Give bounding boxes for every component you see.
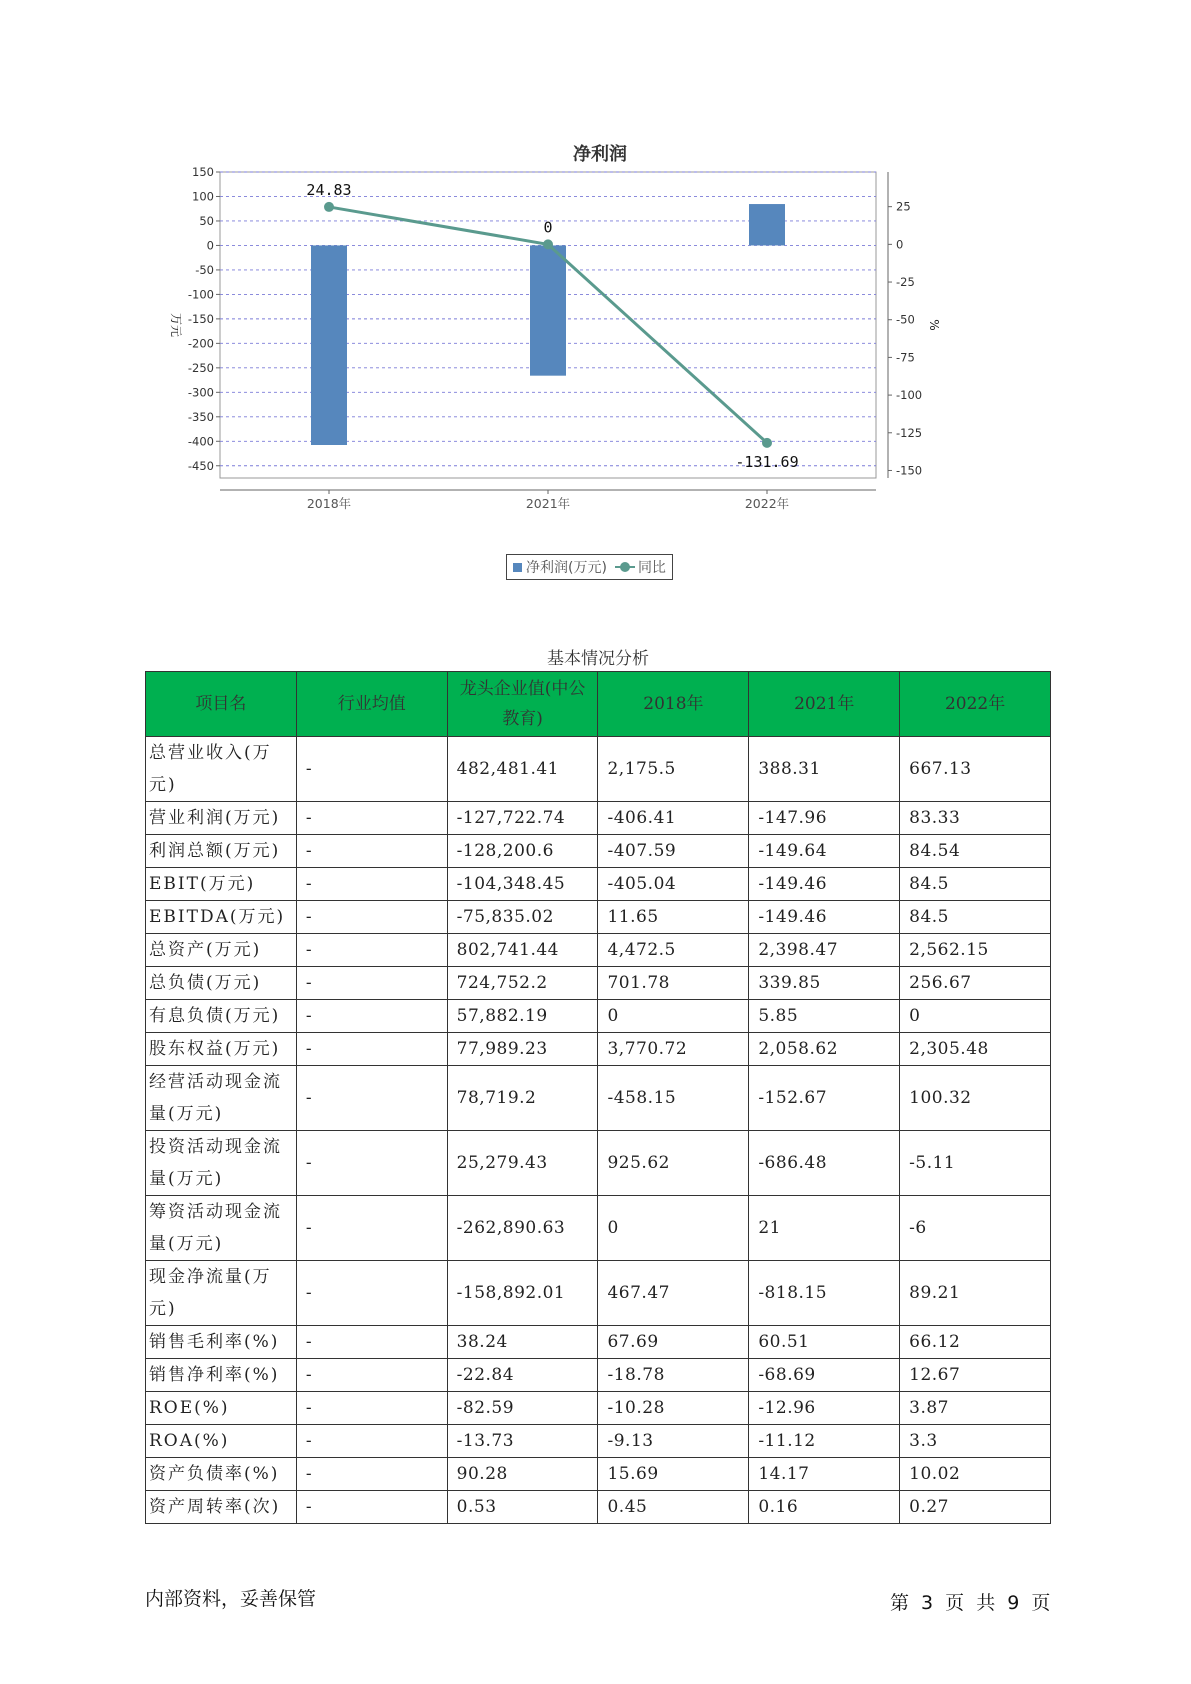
table-cell: - — [296, 1066, 447, 1131]
table-row — [146, 737, 1051, 802]
table-row — [146, 1196, 1051, 1261]
table-cell: 724,752.2 — [447, 967, 598, 1000]
table-cell: 3,770.72 — [598, 1033, 749, 1066]
table-cell: - — [296, 1392, 447, 1425]
table-cell: 78,719.2 — [447, 1066, 598, 1131]
table-row — [146, 1359, 1051, 1392]
table-cell: -127,722.74 — [447, 802, 598, 835]
table-cell: 0.45 — [598, 1491, 749, 1524]
row-item-name: 股东权益(万元) — [146, 1033, 297, 1066]
right-tick-label: -50 — [896, 312, 915, 327]
table-cell: -686.48 — [749, 1131, 900, 1196]
table-cell: 802,741.44 — [447, 934, 598, 967]
table-cell: - — [296, 835, 447, 868]
left-tick-label: -50 — [195, 262, 214, 277]
row-item-name: ROA(%) — [146, 1425, 297, 1458]
footer-confidential-note: 内部资料，妥善保管 — [145, 1588, 317, 1610]
table-cell: 100.32 — [900, 1066, 1051, 1131]
row-item-name: 营业利润(万元) — [146, 802, 297, 835]
table-cell: -22.84 — [447, 1359, 598, 1392]
table-cell: 0.27 — [900, 1491, 1051, 1524]
table-cell: 0 — [598, 1196, 749, 1261]
header-2018: 2018年 — [598, 672, 749, 737]
table-cell: 60.51 — [749, 1326, 900, 1359]
table-cell: -262,890.63 — [447, 1196, 598, 1261]
row-item-name: 经营活动现金流量(万元) — [146, 1066, 297, 1131]
table-cell: - — [296, 1000, 447, 1033]
left-tick-label: -200 — [187, 336, 214, 351]
table-title: 基本情况分析 — [547, 649, 649, 669]
table-cell: 11.65 — [598, 901, 749, 934]
table-cell: -82.59 — [447, 1392, 598, 1425]
table-cell: 2,305.48 — [900, 1033, 1051, 1066]
table-cell: -149.46 — [749, 901, 900, 934]
row-item-name: 利润总额(万元) — [146, 835, 297, 868]
net-profit-bar — [749, 204, 785, 245]
table-row — [146, 967, 1051, 1000]
row-item-name: ROE(%) — [146, 1392, 297, 1425]
table-cell: -158,892.01 — [447, 1261, 598, 1326]
table-cell: 388.31 — [749, 737, 900, 802]
table-cell: -458.15 — [598, 1066, 749, 1131]
table-cell: 925.62 — [598, 1131, 749, 1196]
table-cell: 25,279.43 — [447, 1131, 598, 1196]
table-cell: -12.96 — [749, 1392, 900, 1425]
legend-line-swatch — [615, 562, 635, 572]
chart-legend — [506, 554, 673, 580]
row-item-name: 筹资活动现金流量(万元) — [146, 1196, 297, 1261]
yoy-point — [762, 438, 772, 448]
table-cell: -149.64 — [749, 835, 900, 868]
table-cell: - — [296, 1491, 447, 1524]
table-cell: -818.15 — [749, 1261, 900, 1326]
header-industry-avg: 行业均值 — [296, 672, 447, 737]
table-cell: 38.24 — [447, 1326, 598, 1359]
chart-canvas — [160, 130, 1040, 600]
table-cell: 84.54 — [900, 835, 1051, 868]
table-cell: - — [296, 967, 447, 1000]
left-tick-label: 50 — [199, 213, 214, 228]
table-row — [146, 1458, 1051, 1491]
table-cell: - — [296, 1326, 447, 1359]
y2-axis-title: % — [927, 319, 941, 331]
table-cell: 57,882.19 — [447, 1000, 598, 1033]
table-cell: 67.69 — [598, 1326, 749, 1359]
table-cell: -407.59 — [598, 835, 749, 868]
table-cell: 4,472.5 — [598, 934, 749, 967]
y-axis-title: 万元 — [169, 312, 183, 338]
table-cell: 482,481.41 — [447, 737, 598, 802]
row-item-name: 总资产(万元) — [146, 934, 297, 967]
table-cell: 90.28 — [447, 1458, 598, 1491]
table-row — [146, 1392, 1051, 1425]
table-cell: 84.5 — [900, 901, 1051, 934]
table-cell: - — [296, 1033, 447, 1066]
table-cell: 89.21 — [900, 1261, 1051, 1326]
left-tick-label: -450 — [187, 458, 214, 473]
row-item-name: 投资活动现金流量(万元) — [146, 1131, 297, 1196]
table-cell: 0 — [900, 1000, 1051, 1033]
header-2021: 2021年 — [749, 672, 900, 737]
row-item-name: 有息负债(万元) — [146, 1000, 297, 1033]
yoy-data-label: -131.69 — [735, 452, 799, 471]
table-cell: 10.02 — [900, 1458, 1051, 1491]
table-cell: 3.87 — [900, 1392, 1051, 1425]
table-cell: -152.67 — [749, 1066, 900, 1131]
table-body — [146, 737, 1051, 1524]
header-2022: 2022年 — [900, 672, 1051, 737]
row-item-name: 销售净利率(%) — [146, 1359, 297, 1392]
table-cell: 0.16 — [749, 1491, 900, 1524]
table-cell: 2,562.15 — [900, 934, 1051, 967]
right-tick-label: -75 — [896, 350, 915, 365]
row-item-name: EBIT(万元) — [146, 868, 297, 901]
table-header-row — [146, 672, 1051, 737]
table-cell: 3.3 — [900, 1425, 1051, 1458]
table-cell: -405.04 — [598, 868, 749, 901]
left-tick-label: -400 — [187, 434, 214, 449]
table-row — [146, 1491, 1051, 1524]
left-tick-label: -350 — [187, 409, 214, 424]
table-cell: 2,175.5 — [598, 737, 749, 802]
table-cell: -128,200.6 — [447, 835, 598, 868]
table-cell: 15.69 — [598, 1458, 749, 1491]
table-row — [146, 835, 1051, 868]
table-cell: -149.46 — [749, 868, 900, 901]
table-cell: - — [296, 1425, 447, 1458]
right-tick-label: -125 — [896, 425, 923, 440]
table-cell: -11.12 — [749, 1425, 900, 1458]
table-row — [146, 1425, 1051, 1458]
left-tick-label: 100 — [192, 189, 214, 204]
row-item-name: 资产负债率(%) — [146, 1458, 297, 1491]
left-tick-label: -250 — [187, 360, 214, 375]
yoy-point — [324, 202, 334, 212]
chart-title: 净利润 — [573, 144, 627, 165]
table-row — [146, 1000, 1051, 1033]
row-item-name: 总营业收入(万元) — [146, 737, 297, 802]
table-cell: -406.41 — [598, 802, 749, 835]
right-tick-label: 25 — [896, 199, 911, 214]
left-tick-label: 0 — [206, 238, 214, 253]
table-row — [146, 1033, 1051, 1066]
left-tick-label: -150 — [187, 311, 214, 326]
left-tick-label: 150 — [192, 165, 214, 179]
header-leader-value: 龙头企业值(中公教育) — [447, 672, 598, 737]
net-profit-chart — [160, 130, 1040, 600]
table-cell: -6 — [900, 1196, 1051, 1261]
row-item-name: 总负债(万元) — [146, 967, 297, 1000]
table-cell: 21 — [749, 1196, 900, 1261]
table-cell: - — [296, 802, 447, 835]
table-cell: 83.33 — [900, 802, 1051, 835]
table-cell: 12.67 — [900, 1359, 1051, 1392]
row-item-name: 现金净流量(万元) — [146, 1261, 297, 1326]
table-row — [146, 802, 1051, 835]
table-cell: 701.78 — [598, 967, 749, 1000]
row-item-name: EBITDA(万元) — [146, 901, 297, 934]
table-cell: - — [296, 901, 447, 934]
table-row — [146, 901, 1051, 934]
table-cell: 66.12 — [900, 1326, 1051, 1359]
table-cell: 5.85 — [749, 1000, 900, 1033]
table-cell: - — [296, 1196, 447, 1261]
table-row — [146, 934, 1051, 967]
row-item-name: 资产周转率(次) — [146, 1491, 297, 1524]
table-cell: - — [296, 737, 447, 802]
legend-bar-swatch — [513, 563, 522, 572]
table-row — [146, 1131, 1051, 1196]
footer-page-number: 第 3 页 共 9 页 — [890, 1592, 1051, 1614]
table-cell: -9.13 — [598, 1425, 749, 1458]
right-tick-label: -150 — [896, 463, 923, 478]
table-cell: -10.28 — [598, 1392, 749, 1425]
table-cell: -13.73 — [447, 1425, 598, 1458]
table-row — [146, 1261, 1051, 1326]
table-cell: 0 — [598, 1000, 749, 1033]
yoy-data-label: 0 — [543, 218, 553, 237]
category-label: 2022年 — [744, 496, 790, 511]
table-cell: 77,989.23 — [447, 1033, 598, 1066]
right-tick-label: -100 — [896, 388, 923, 403]
basic-analysis-table — [145, 671, 1051, 1524]
legend-bar-label: 净利润(万元) — [526, 560, 607, 576]
table-cell: 84.5 — [900, 868, 1051, 901]
yoy-data-label: 24.83 — [306, 180, 352, 199]
header-item-name: 项目名 — [146, 672, 297, 737]
table-cell: 467.47 — [598, 1261, 749, 1326]
left-tick-label: -100 — [187, 287, 214, 302]
yoy-point — [543, 239, 553, 249]
table-cell: 0.53 — [447, 1491, 598, 1524]
net-profit-bar — [311, 245, 347, 445]
table-cell: 2,398.47 — [749, 934, 900, 967]
table-cell: - — [296, 868, 447, 901]
category-label: 2021年 — [525, 496, 571, 511]
net-profit-bar — [530, 245, 566, 375]
category-label: 2018年 — [306, 496, 352, 511]
table-cell: 339.85 — [749, 967, 900, 1000]
table-cell: -68.69 — [749, 1359, 900, 1392]
row-item-name: 销售毛利率(%) — [146, 1326, 297, 1359]
table-cell: - — [296, 934, 447, 967]
table-cell: -18.78 — [598, 1359, 749, 1392]
table-cell: -75,835.02 — [447, 901, 598, 934]
table-cell: - — [296, 1261, 447, 1326]
right-tick-label: 0 — [896, 237, 904, 252]
table-cell: 667.13 — [900, 737, 1051, 802]
table-row — [146, 868, 1051, 901]
table-cell: -5.11 — [900, 1131, 1051, 1196]
table-cell: 256.67 — [900, 967, 1051, 1000]
table-cell: 2,058.62 — [749, 1033, 900, 1066]
left-tick-label: -300 — [187, 385, 214, 400]
legend-line-label: 同比 — [637, 560, 666, 576]
right-tick-label: -25 — [896, 275, 915, 290]
table-cell: - — [296, 1359, 447, 1392]
table-row — [146, 1326, 1051, 1359]
table-cell: -104,348.45 — [447, 868, 598, 901]
table-cell: - — [296, 1131, 447, 1196]
table-cell: -147.96 — [749, 802, 900, 835]
table-cell: - — [296, 1458, 447, 1491]
table-cell: 14.17 — [749, 1458, 900, 1491]
table-row — [146, 1066, 1051, 1131]
